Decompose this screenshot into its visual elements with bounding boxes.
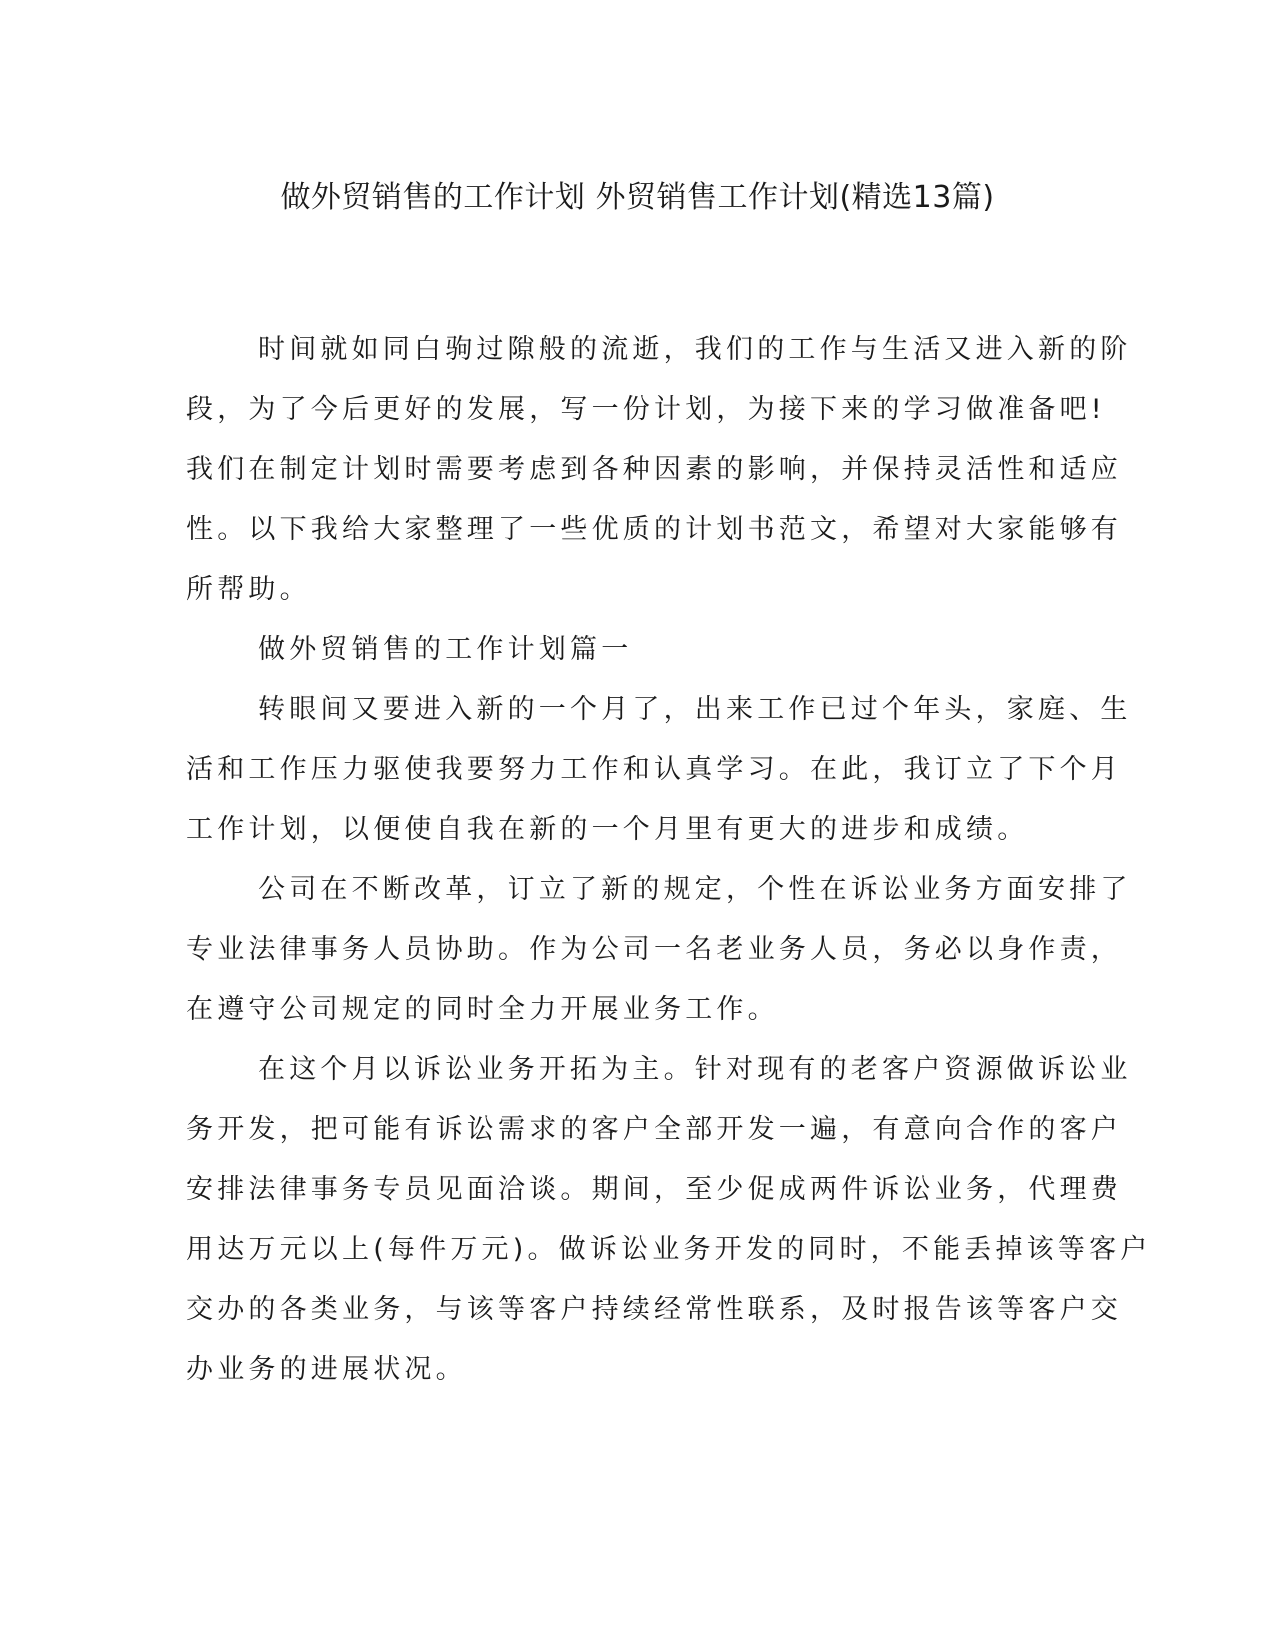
text-line: 在这个月以诉讼业务开拓为主。针对现有的老客户资源做诉讼业 bbox=[258, 1054, 1132, 1085]
text-line: 时间就如同白驹过隙般的流逝，我们的工作与生活又进入新的阶 bbox=[258, 334, 1132, 365]
paragraph-intro bbox=[186, 320, 1132, 620]
text-line: 段，为了今后更好的发展，写一份计划，为接下来的学习做准备吧! bbox=[186, 394, 1106, 425]
text-line: 办业务的进展状况。 bbox=[186, 1354, 467, 1385]
text-line: 交办的各类业务，与该等客户持续经常性联系，及时报告该等客户交 bbox=[186, 1294, 1122, 1325]
text-line: 专业法律事务人员协助。作为公司一名老业务人员，务必以身作责， bbox=[186, 934, 1122, 965]
paragraph bbox=[186, 860, 1132, 1040]
text-line: 务开发，把可能有诉讼需求的客户全部开发一遍，有意向合作的客户 bbox=[186, 1114, 1122, 1145]
text-line: 所帮助。 bbox=[186, 574, 311, 605]
document-title: 做外贸销售的工作计划 外贸销售工作计划(精选13篇) bbox=[280, 180, 995, 215]
document-body bbox=[186, 320, 1152, 1400]
text-line: 公司在不断改革，订立了新的规定，个性在诉讼业务方面安排了 bbox=[258, 874, 1132, 905]
text-line: 做外贸销售的工作计划篇一 bbox=[258, 634, 633, 665]
text-line: 性。以下我给大家整理了一些优质的计划书范文，希望对大家能够有 bbox=[186, 514, 1122, 545]
text-line: 在遵守公司规定的同时全力开展业务工作。 bbox=[186, 994, 779, 1025]
text-line: 安排法律事务专员见面洽谈。期间，至少促成两件诉讼业务，代理费 bbox=[186, 1174, 1122, 1205]
text-line: 用达万元以上(每件万元)。做诉讼业务开发的同时，不能丢掉该等客户 bbox=[186, 1234, 1152, 1265]
text-line: 活和工作压力驱使我要努力工作和认真学习。在此，我订立了下个月 bbox=[186, 754, 1122, 785]
paragraph bbox=[186, 680, 1132, 860]
section-heading bbox=[186, 620, 1068, 680]
text-line: 转眼间又要进入新的一个月了，出来工作已过个年头，家庭、生 bbox=[258, 694, 1132, 725]
paragraph bbox=[186, 1040, 1152, 1400]
text-line: 工作计划，以便使自我在新的一个月里有更大的进步和成绩。 bbox=[186, 814, 1029, 845]
text-line: 我们在制定计划时需要考虑到各种因素的影响，并保持灵活性和适应 bbox=[186, 454, 1122, 485]
